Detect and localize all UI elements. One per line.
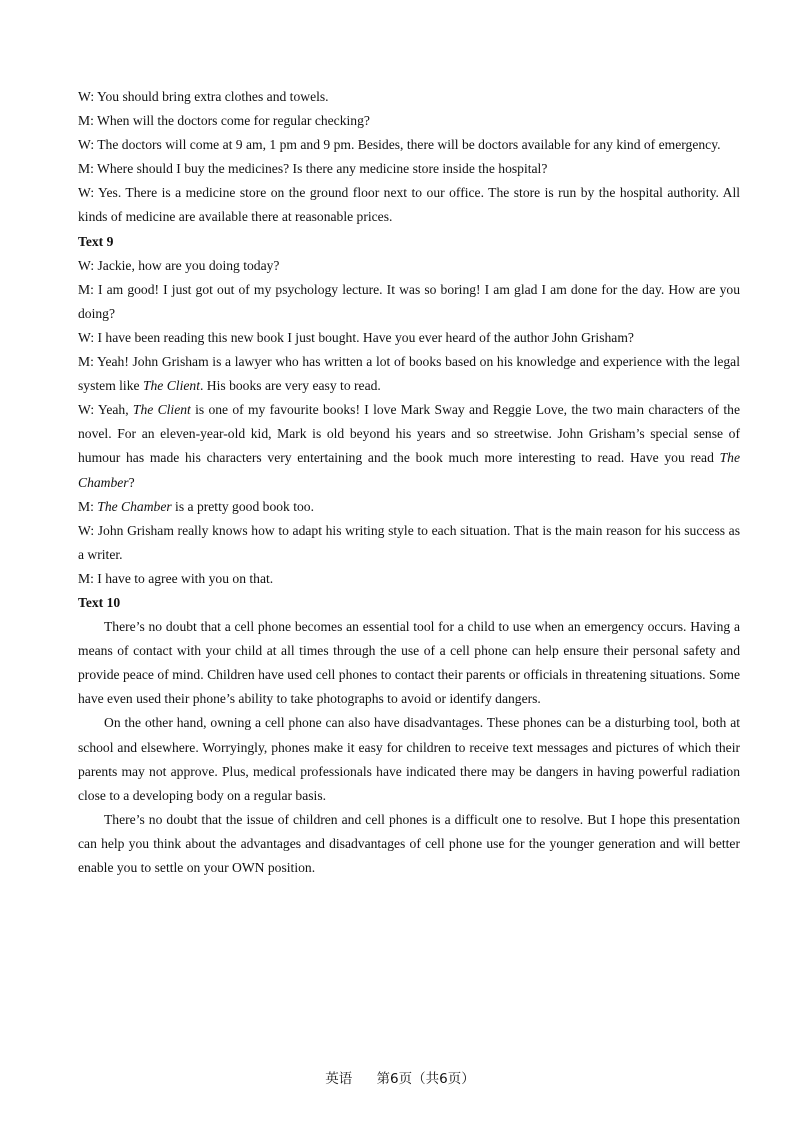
dialogue-text: W: Yeah, <box>78 402 133 418</box>
dialogue-line <box>78 398 740 494</box>
dialogue-line: W: John Grisham really knows how to adapt his writing style to each situation. That is the main reason for his success as a writer. <box>78 522 740 562</box>
dialogue-text: M: Yeah! John Grisham is a lawyer who has written a lot of books based on his knowledge and experience with the legal system like <box>78 354 740 394</box>
dialogue-text: is a pretty good book too. <box>171 498 314 514</box>
paragraph: There’s no doubt that the issue of children and cell phones is a difficult one to resolve. But I hope this presentation can help you think about the advantages and disadvantages of cell phone use for the younger generation and will better enable you to settle on your OWN position. <box>78 811 740 875</box>
book-title: The Chamber <box>78 450 740 490</box>
paragraph: There’s no doubt that a cell phone becomes an essential tool for a child to use when an emergency occurs. Having a means of contact with your child at all times through the use of a cell phone can help ensure their personal safety and provide peace of mind. Children have used cell phones to contact their parents or officials in threatening situations. Some have even used their phone’s ability to take photographs to avoid or identify dangers. <box>78 619 740 707</box>
document-body <box>78 85 740 880</box>
book-title: The Client <box>142 378 200 394</box>
book-title: The Client <box>132 402 191 418</box>
page-footer <box>0 1067 800 1087</box>
dialogue-text: ? <box>128 474 135 490</box>
section-heading-text-9: Text 9 <box>78 233 114 249</box>
footer-subject: 英语 <box>325 1071 353 1087</box>
dialogue-line: M: I have to agree with you on that. <box>78 570 274 586</box>
dialogue-text: M: <box>78 498 98 514</box>
dialogue-line: W: Jackie, how are you doing today? <box>78 257 280 273</box>
dialogue-line: W: I have been reading this new book I just bought. Have you ever heard of the author John Grisham? <box>78 329 634 345</box>
dialogue-text: . His books are very easy to read. <box>199 378 381 394</box>
dialogue-line: M: When will the doctors come for regular checking? <box>78 113 370 129</box>
footer-page-number: 第6页（共6页） <box>376 1071 475 1087</box>
paragraph: On the other hand, owning a cell phone can also have disadvantages. These phones can be a disturbing tool, both at school and elsewhere. Worryingly, phones make it easy for children to receive text messages and pictures of which their parents may not approve. Plus, medical professionals have indicated there may be dangers in having powerful radiation close to a developing body on a regular basis. <box>78 715 740 803</box>
dialogue-line <box>78 350 740 398</box>
dialogue-line: W: The doctors will come at 9 am, 1 pm and 9 pm. Besides, there will be doctors available for any kind of emergency. <box>78 137 721 153</box>
dialogue-line: W: You should bring extra clothes and towels. <box>78 89 329 104</box>
dialogue-line: W: Yes. There is a medicine store on the ground floor next to our office. The store is run by the hospital authority. All kinds of medicine are available there at reasonable prices. <box>78 185 740 225</box>
book-title: The Chamber <box>97 498 172 514</box>
dialogue-line: M: I am good! I just got out of my psychology lecture. It was so boring! I am glad I am done for the day. How are you doing? <box>78 281 740 321</box>
section-heading-text-10: Text 10 <box>78 594 121 610</box>
dialogue-line: M: Where should I buy the medicines? Is there any medicine store inside the hospital? <box>78 161 548 177</box>
dialogue-text: is one of my favourite books! I love Mark Sway and Reggie Love, the two main characters of the novel. For an eleven-year-old kid, Mark is old beyond his years and so streetwise. John Grisham’s special sense of humour has made his characters very entertaining and the book much more interesting to read. Have you read <box>78 402 740 466</box>
dialogue-line <box>78 495 740 519</box>
